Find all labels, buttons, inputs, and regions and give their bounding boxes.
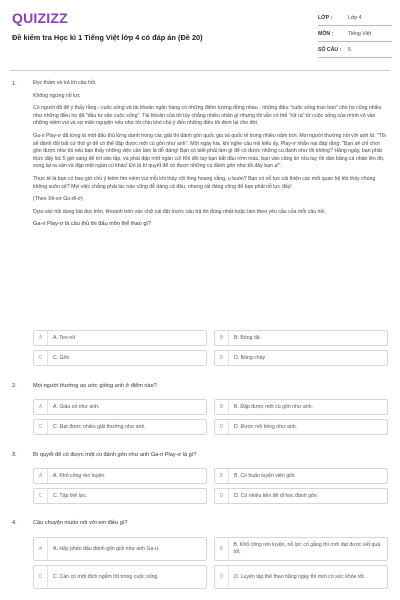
option-letter: D: [215, 489, 229, 503]
quizizz-logo: QUIZIZZ: [12, 10, 68, 26]
option-text: B. Khổ công rèn luyện, nỗ lực cố gắng thì mới đạt được kết quả tốt.: [233, 542, 381, 555]
answer-option-c[interactable]: [33, 488, 207, 504]
option-letter: B: [215, 538, 229, 560]
option-text: C. Cần có một đích ngắm tốt trong cuộc sống.: [53, 573, 159, 580]
question-1-body: [33, 80, 388, 229]
option-text: A. Hãy phấn đấu đánh gôn giỏi như anh Ga-ri.: [53, 545, 160, 552]
question-number: 4.: [12, 520, 17, 526]
option-text: C. Đạt được nhiều giải thưởng như anh.: [53, 423, 146, 430]
option-text: A. Giàu có như anh.: [53, 403, 100, 410]
meta-row-question-count: [318, 42, 392, 58]
header: [0, 0, 400, 68]
answer-option-c[interactable]: [33, 419, 207, 435]
passage-instruction: Dựa vào nội dung bài đọc trên, khoanh tròn vào chữ cái đặt trước câu trả lời đúng nhất hoặc làm theo yêu cầu của mỗi câu hỏi.: [33, 208, 326, 215]
passage-paragraph: Ga-ri Play-ơ đã từng là một đấu thủ lừng danh trong các giải thi đánh gôn quốc gia và quốc tế trong nhiều năm trời. Mọi người thường nói với anh là: "Tôi sẽ đánh đổi bất cứ thứ gì để có thể đập được một cú gôn như anh". Một ngày kia, khi nghe câu nói kiểu ấy, Play-ơ nhẫn nại đáp rằng: "Bạn sẽ chỉ chơi gôn được như tôi nếu bạn thấy những việc cần làm là dễ dàng! Bạn có biết phải làm gì để có được những cú đánh như tôi không? Hằng ngày, bạn phải thức dậy lúc 5 giờ sáng để tới sân tập, và phải đập một ngàn cú! Khi đôi tay bạn bắt đầu rớm máu, bạn vào căng tin rửa tay rồi dán băng cá nhân lên đó, xong lại ra sân và đập một ngàn cú khác! Đó là bí quyết để có được những cú đánh gôn như tôi đây bạn ạ!".: [33, 132, 386, 170]
option-text: A. Ten-nít: [53, 334, 76, 341]
option-text: D. Được nổi tiếng như anh.: [234, 423, 298, 430]
question-number: 1.: [12, 81, 17, 87]
option-letter: A: [34, 400, 48, 414]
meta-table: [318, 10, 392, 58]
answer-options: [33, 399, 388, 435]
passage-paragraph: Có người đã để ý thấy rằng - cuộc sống và tài khoản ngân hàng có những điểm tương đồng nhau - những điều "cuộc sống trao ban" cho họ cũng nhiều như những điều họ đã "đầu tư vào cuộc sống". Tài khoản của tôi tùy chẳng nhiều nhặn gì nhưng tôi vẫn có thể "rút ra" từ cuộc sống của mình vô vàn những niềm vui và sự mãn nguyện nếu như tôi chịu khó chú ý đến những điều tôi đem lại cho đời.: [33, 105, 382, 127]
question-number: 3.: [12, 452, 17, 458]
instruction-text: Đọc thầm và trả lời câu hỏi.: [33, 80, 97, 86]
option-text: B. Có huấn luyện viên giỏi.: [234, 472, 296, 479]
question-number: 2.: [12, 383, 17, 389]
meta-value: Tiếng Việt: [348, 30, 372, 37]
meta-label: LỚP :: [318, 14, 333, 21]
document-title: Đề kiểm tra Học kì 1 Tiếng Việt lớp 4 có đáp án (Đề 20): [12, 33, 203, 42]
answer-option-d[interactable]: [214, 350, 388, 366]
option-text: A. Khổ công rèn luyện.: [53, 472, 106, 479]
option-letter: C: [34, 420, 48, 434]
option-letter: C: [34, 351, 48, 365]
meta-label: SỐ CÂU :: [318, 46, 342, 53]
header-divider: [10, 70, 390, 71]
meta-label: MÔN :: [318, 30, 334, 37]
answer-option-d[interactable]: [214, 488, 388, 504]
option-text: D. Bóng chày: [234, 354, 266, 361]
meta-row-subject: [318, 26, 392, 42]
answer-option-c[interactable]: [33, 350, 207, 366]
answer-option-b[interactable]: [214, 399, 388, 415]
passage-paragraph: Thực tế là bạn có bao giờ chủ ý kiếm tìm niềm vui mỗi khi thấy cõi lòng hoang vắng, u buồn? Bạn có nỗ lực cải thiện các mối quan hệ khi thấy chúng không suôn sẻ? Mọi việc chẳng phải lúc nào cũng dễ dàng cả đâu, nhưng rất đáng công để bạn phải nỗ lực đấy!: [33, 175, 376, 190]
passage-title: Không ngừng nỗ lực: [33, 92, 81, 99]
option-text: D. Có nhiều tiền để đi học đánh gôn.: [234, 492, 319, 499]
question-text: Mọi người thường ao ước giống anh ở điểm nào?: [33, 383, 157, 389]
option-letter: A: [34, 469, 48, 483]
question-text: Ga-ri Play-ơ là cầu thủ thi đấu môn thể thao gì?: [33, 221, 152, 228]
answer-option-b[interactable]: [214, 330, 388, 346]
answer-option-a[interactable]: [33, 468, 207, 484]
option-text: B. Bóng đá: [234, 334, 260, 341]
option-letter: A: [34, 331, 48, 345]
option-text: C. Gôn: [53, 354, 70, 361]
answer-option-b[interactable]: [214, 537, 388, 561]
meta-value: 5: [348, 46, 351, 53]
answer-options: [33, 537, 388, 589]
answer-option-d[interactable]: [214, 419, 388, 435]
option-text: D. Luyện tập thể thao hằng ngày thì mới có sức khỏe tốt.: [234, 573, 366, 580]
option-letter: D: [215, 420, 229, 434]
answer-options: [33, 468, 388, 504]
option-letter: C: [34, 489, 48, 503]
option-text: B. Đập được một cú gôn như anh.: [234, 403, 313, 410]
answer-option-a[interactable]: [33, 330, 207, 346]
answer-option-a[interactable]: [33, 537, 207, 561]
answer-option-b[interactable]: [214, 468, 388, 484]
option-letter: B: [215, 331, 229, 345]
option-letter: D: [215, 566, 229, 588]
passage-source: (Theo Xti-vơ Gu-đi-ơ): [33, 196, 83, 203]
answer-option-d[interactable]: [214, 565, 388, 589]
option-letter: B: [215, 469, 229, 483]
meta-row-grade: [318, 10, 392, 26]
option-letter: C: [34, 566, 48, 588]
question-text: Câu chuyện muốn nói với em điều gì?: [33, 520, 128, 526]
answer-option-a[interactable]: [33, 399, 207, 415]
option-text: C. Tập thể lực.: [53, 492, 88, 499]
meta-value: Lớp 4: [348, 14, 362, 21]
answer-options: [33, 330, 388, 366]
answer-option-c[interactable]: [33, 565, 207, 589]
option-letter: D: [215, 351, 229, 365]
question-text: Bí quyết để có được một cú đánh gôn như anh Ga-ri Play-ơ là gì?: [33, 452, 197, 458]
option-letter: B: [215, 400, 229, 414]
option-letter: A: [34, 538, 48, 560]
